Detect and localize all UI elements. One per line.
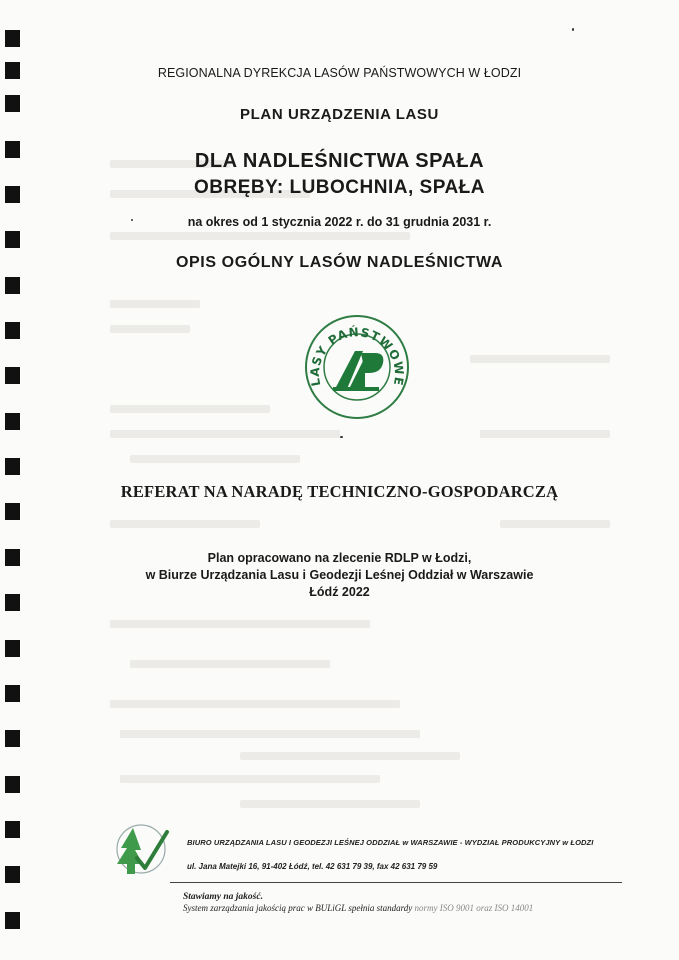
preparation-info (0, 550, 679, 601)
binding-hole (5, 821, 20, 838)
logo-ring-text: LASY PAŃSTWOWE (307, 325, 407, 388)
quality-motto: Stawiamy na jakość. (183, 892, 263, 902)
binding-hole (5, 685, 20, 702)
issuing-organization: REGIONALNA DYREKCJA LASÓW PAŃSTWOWYCH W ŁODZI (157, 66, 522, 80)
binding-hole (5, 231, 20, 248)
binding-hole (5, 503, 20, 520)
bureau-name: BIURO URZĄDZANIA LASU I GEODEZJI LEŚNEJ ODDZIAŁ w WARSZAWIE - WYDZIAŁ PRODUKCYJNY w ŁODZI (187, 838, 594, 847)
description-title: OPIS OGÓLNY LASÓW NADLEŚNICTWA (175, 254, 504, 271)
binding-hole (5, 776, 20, 793)
info-line-3: Łódź 2022 (309, 585, 370, 599)
footer-divider (170, 882, 622, 883)
quality-statement (183, 903, 533, 913)
speck (572, 28, 574, 31)
plan-period: na okres od 1 stycznia 2022 r. do 31 grudnia 2031 r. (187, 215, 492, 229)
speck (340, 436, 343, 438)
binding-hole (5, 277, 20, 294)
forest-district-title: DLA NADLEŚNICTWA SPAŁA (194, 150, 485, 172)
tree-letters-icon (333, 351, 383, 391)
lasy-panstwowe-logo (303, 313, 411, 421)
quality-statement-norms: normy ISO 9001 oraz ISO 14001 (414, 903, 534, 913)
info-line-2: w Biurze Urządzania Lasu i Geodezji Leśnej Oddział w Warszawie (145, 568, 534, 582)
info-line-1: Plan opracowano na zlecenie RDLP w Łodzi, (207, 551, 472, 565)
report-title: REFERAT NA NARADĘ TECHNICZNO-GOSPODARCZĄ (120, 482, 559, 501)
plan-title: PLAN URZĄDZENIA LASU (240, 106, 439, 123)
binding-hole (5, 30, 20, 47)
binding-hole (5, 367, 20, 384)
spiral-binding-holes (5, 0, 21, 960)
quality-statement-main: System zarządzania jakością prac w BULiGL spełnia standardy (183, 903, 413, 913)
districts-title: OBRĘBY: LUBOCHNIA, SPAŁA (193, 177, 486, 198)
binding-hole (5, 413, 20, 430)
buligl-logo (111, 822, 173, 880)
binding-hole (5, 322, 20, 339)
bureau-address: ul. Jana Matejki 16, 91-402 Łódź, tel. 42 631 79 39, fax 42 631 79 59 (187, 862, 438, 871)
binding-hole (5, 730, 20, 747)
binding-hole (5, 640, 20, 657)
binding-hole (5, 912, 20, 929)
binding-hole (5, 866, 20, 883)
binding-hole (5, 458, 20, 475)
